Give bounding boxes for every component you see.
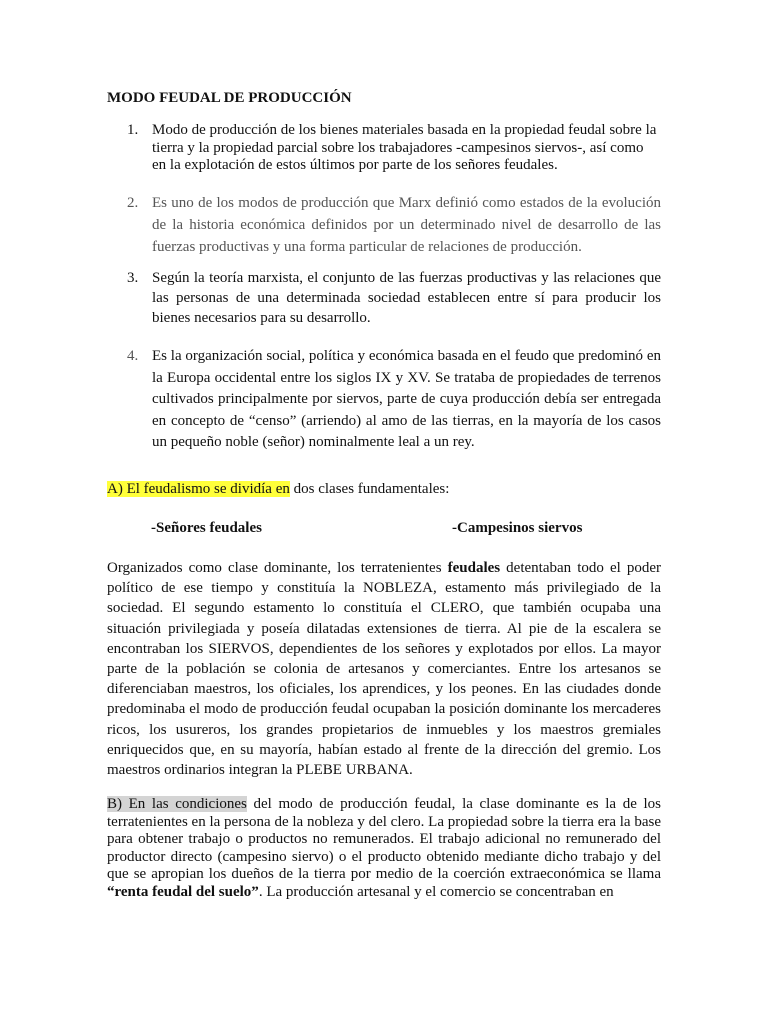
- highlighted-text: B) En las condiciones: [107, 796, 247, 812]
- list-item-text: Es uno de los modos de producción que Marx definió como estados de la evolución de la historia económica definidos por un determinado nivel de desarrollo de las fuerzas productivas y una forma particular de relaciones de producción.: [152, 195, 661, 255]
- list-item-number: 3.: [127, 270, 139, 286]
- list-item-number: 4.: [127, 348, 139, 364]
- paragraph-text: Organizados como clase dominante, los terratenientes: [107, 560, 448, 576]
- section-a-heading: [107, 480, 661, 500]
- list-item-text: Es la organización social, política y económica basada en el feudo que predominó en la Europa occidental entre los siglos IX y XV. Se trataba de propiedades de terrenos cultivados principalmente por siervos, parte de cuya producción debía ser entregada en concepto de “censo” (arriendo) al amo de las tierras, en la mayoría de los casos un pequeño noble (señor) nominalmente leal a un rey.: [152, 348, 661, 450]
- list-item: [107, 192, 661, 258]
- list-item: [107, 268, 661, 328]
- bold-term: feudales: [447, 560, 501, 576]
- highlighted-text: A) El feudalismo se dividía en: [107, 481, 290, 497]
- list-item: [107, 346, 661, 454]
- list-item-number: 1.: [127, 122, 139, 138]
- list-item-text: Modo de producción de los bienes materiales basada en la propiedad feudal sobre la tierra y la propiedad parcial sobre los trabajadores -campesinos siervos-, así como en la explotación de estos últimos por parte de los señores feudales.: [152, 122, 657, 173]
- paragraph-conditions: [107, 796, 661, 902]
- list-item: [107, 122, 661, 175]
- section-a-rest: dos clases fundamentales:: [289, 481, 450, 497]
- list-item-number: 2.: [127, 195, 139, 211]
- bold-term: “renta feudal del suelo”: [107, 883, 259, 900]
- document-title: MODO FEUDAL DE PRODUCCIÓN: [107, 90, 352, 106]
- paragraph-text: detentaban todo el poder político de ese tiempo y constituía la NOBLEZA, estamento más privilegiado de la sociedad. El segundo estamento lo constituía el CLERO, que también ocupaba una situación privilegiada y poseía dilatadas extensiones de tierra. Al pie de la escalera se encontraban los SIERVOS, dependientes de los señores y explotados por ellos. La mayor parte de la población se colonia de artesanos y comerciantes. Entre los artesanos se diferenciaban maestros, los oficiales, los aprendices, y los peones. En las ciudades donde predominaba el modo de producción feudal ocupaban la posición dominante los mercaderes ricos, los usureros, los grandes propietarios de inmuebles y los maestros gremiales enriquecidos que, en su mayoría, habían estado al frente de la dirección del gremio. Los maestros ordinarios integran la PLEBE URBANA.: [107, 560, 661, 779]
- paragraph-text: del modo de producción feudal, la clase dominante es la de los terratenientes en la persona de la nobleza y del clero. La propiedad sobre la tierra era la base para obtener trabajo o productos no remunerados. El trabajo adicional no remunerado del productor directo (campesino siervo) o el producto obtenido mediante dicho trabajo y del que se apropian los dueños de la tierra por medio de la coerción extraeconómica se llama: [107, 796, 661, 883]
- list-item-text: Según la teoría marxista, el conjunto de las fuerzas productivas y las relaciones que las personas de una determinada sociedad establecen entre sí para producir los bienes necesarios para su desarrollo.: [152, 270, 661, 326]
- paragraph-organization: [107, 558, 661, 780]
- class-senores-feudales: -Señores feudales: [151, 520, 262, 536]
- paragraph-text: . La producción artesanal y el comercio se concentraban en: [258, 883, 614, 900]
- class-campesinos-siervos: -Campesinos siervos: [452, 520, 583, 536]
